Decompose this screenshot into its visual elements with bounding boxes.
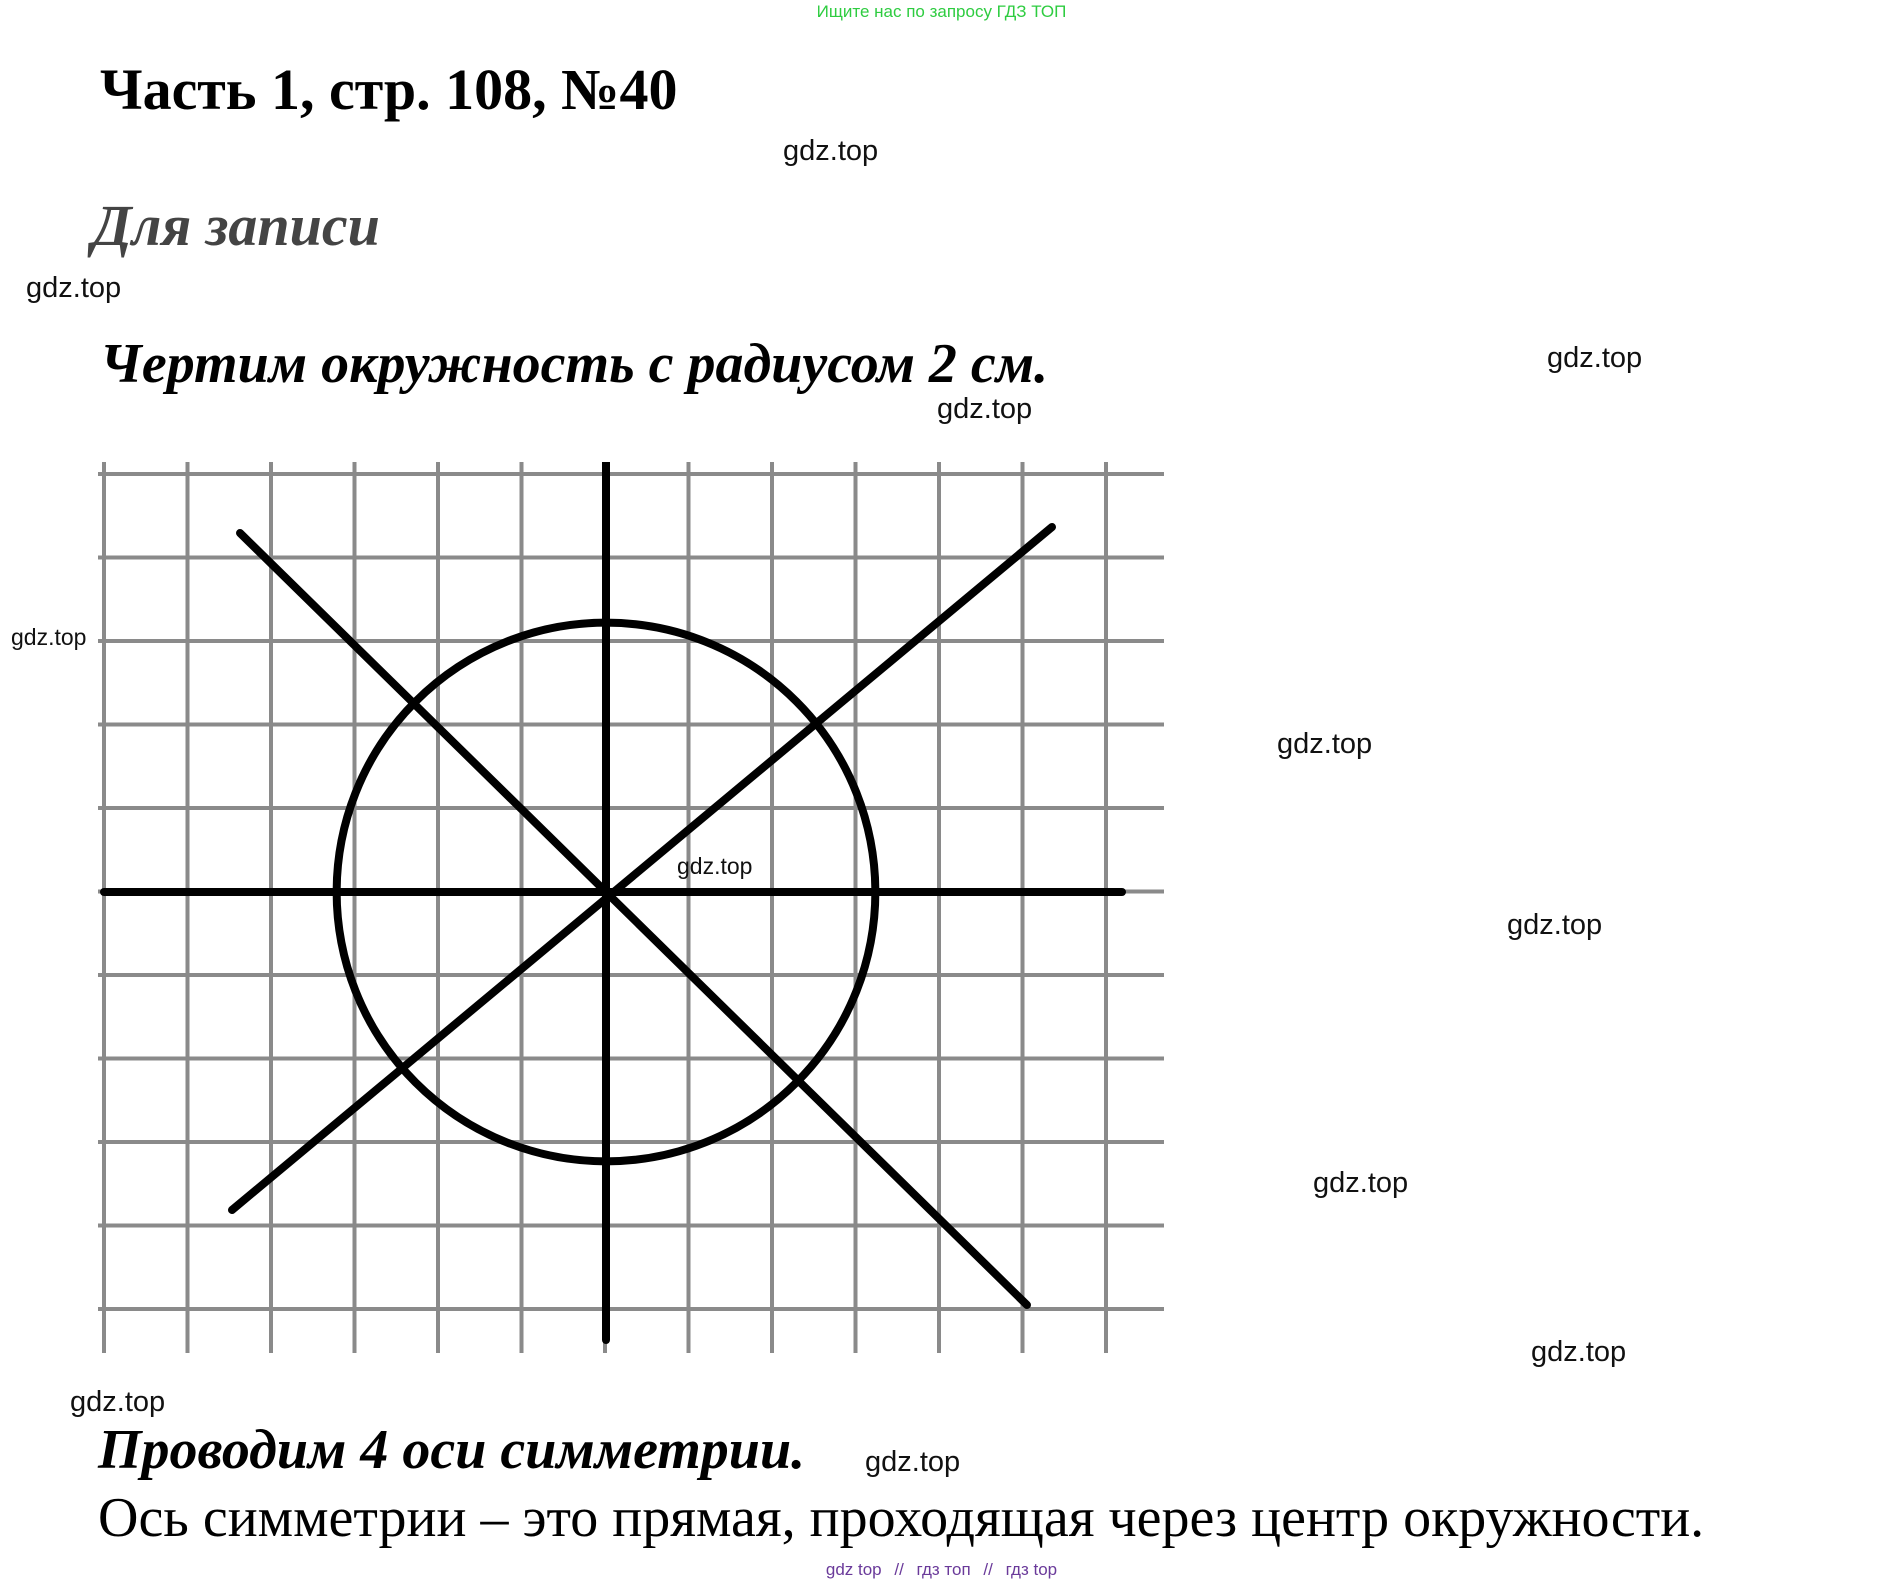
- footer-separator: //: [894, 1560, 904, 1579]
- step-draw-circle: Чертим окружность с радиусом 2 см.: [100, 333, 1049, 395]
- watermark: gdz.top: [865, 1446, 961, 1478]
- footer-link-gdz-top-ru[interactable]: гдз топ: [916, 1560, 971, 1579]
- footer-link-gdz-top-mixed[interactable]: гдз top: [1005, 1560, 1058, 1579]
- watermark: gdz.top: [783, 135, 879, 167]
- watermark: gdz.top: [70, 1386, 166, 1418]
- symmetry-figure: [98, 462, 1164, 1353]
- section-heading: Для записи: [92, 193, 380, 258]
- axis-definition: Ось симметрии – это прямая, проходящая через центр окружности.: [98, 1487, 1705, 1549]
- watermark: gdz.top: [1547, 342, 1643, 374]
- page-title: Часть 1, стр. 108, №40: [100, 57, 678, 122]
- watermark: gdz.top: [11, 624, 87, 650]
- watermark: gdz.top: [1277, 728, 1373, 760]
- watermark: gdz.top: [1507, 909, 1603, 941]
- footer-link-gdz-top[interactable]: gdz top: [825, 1560, 882, 1579]
- search-banner[interactable]: Ищите нас по запросу ГДЗ ТОП: [816, 2, 1067, 21]
- watermark: gdz.top: [26, 272, 122, 304]
- footer-links: [0, 1560, 1883, 1580]
- watermark: gdz.top: [1531, 1336, 1627, 1368]
- watermark: gdz.top: [1313, 1167, 1409, 1199]
- footer-separator: //: [983, 1560, 993, 1579]
- watermark: gdz.top: [677, 853, 753, 879]
- figure-background: [98, 462, 1164, 1353]
- watermark: gdz.top: [937, 393, 1033, 425]
- step-draw-axes: Проводим 4 оси симметрии.: [98, 1419, 806, 1481]
